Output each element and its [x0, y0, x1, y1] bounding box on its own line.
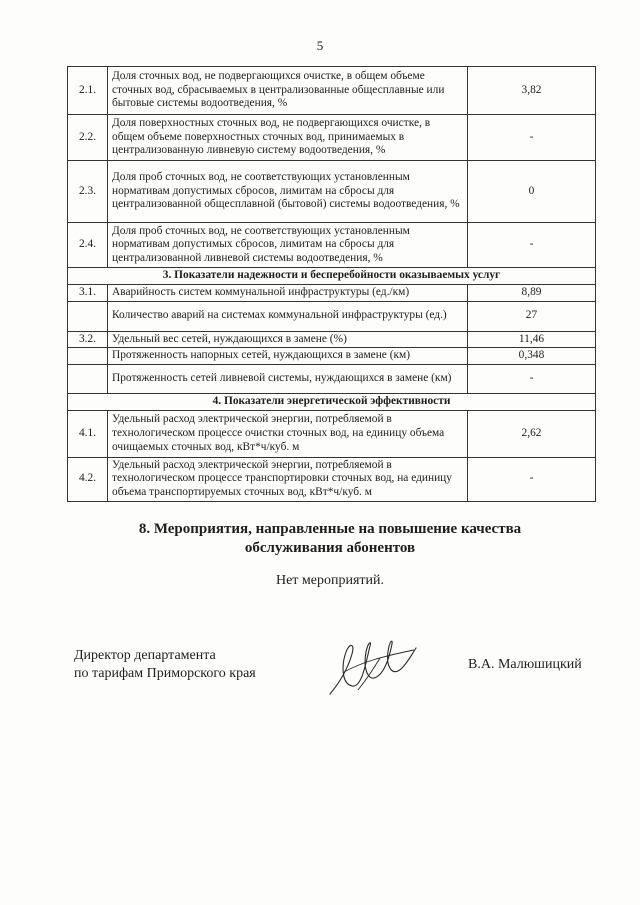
- no-measures-text: Нет мероприятий.: [275, 573, 385, 588]
- handwritten-signature: [322, 632, 422, 704]
- indicator-name: Удельный расход электрической энергии, потребляемой в технологическом процессе транспортировки сточных вод, на единицу объема транспортируемых сточных вод, кВт*ч/куб. м: [108, 457, 468, 501]
- heading-line-2: обслуживания абонентов: [244, 540, 416, 556]
- indicator-value: -: [468, 115, 596, 161]
- table-row: [68, 410, 596, 457]
- row-number: 4.1.: [68, 410, 108, 457]
- section-row: [68, 393, 596, 410]
- indicator-name: Протяженность сетей ливневой системы, нуждающихся в замене (км): [108, 364, 468, 393]
- section-title: 3. Показатели надежности и бесперебойности оказываемых услуг: [68, 268, 596, 285]
- table-row: [68, 457, 596, 501]
- indicator-name: Удельный расход электрической энергии, потребляемой в технологическом процессе очистки сточных вод, на единицу объема очищаемых сточных вод, кВт*ч/куб. м: [108, 410, 468, 457]
- row-number: 2.2.: [68, 115, 108, 161]
- table-row: [68, 223, 596, 268]
- indicator-value: -: [468, 223, 596, 268]
- row-number: 2.4.: [68, 223, 108, 268]
- indicator-value: 27: [468, 301, 596, 331]
- indicator-name: Доля сточных вод, не подвергающихся очистке, в общем объеме сточных вод, сбрасываемых в централизованные общесплавные или бытовые системы водоотведения, %: [108, 67, 468, 115]
- indicator-value: 2,62: [468, 410, 596, 457]
- section-title: 4. Показатели энергетической эффективности: [68, 393, 596, 410]
- indicator-value: 3,82: [468, 67, 596, 115]
- signer-name: В.А. Малюшицкий: [468, 657, 582, 672]
- section-heading: [0, 520, 640, 558]
- table-row: [68, 161, 596, 223]
- table-row: [68, 331, 596, 348]
- signer-title-line-1: Директор департамента: [74, 648, 216, 663]
- row-number: 3.1.: [68, 285, 108, 302]
- table-row: [68, 301, 596, 331]
- signer-title: [74, 647, 256, 683]
- indicator-name: Аварийность систем коммунальной инфраструктуры (ед./км): [108, 285, 468, 302]
- row-number: [68, 348, 108, 365]
- table-row: [68, 364, 596, 393]
- row-number: 2.3.: [68, 161, 108, 223]
- table-row: [68, 115, 596, 161]
- indicator-name: Удельный вес сетей, нуждающихся в замене (%): [108, 331, 468, 348]
- row-number: 2.1.: [68, 67, 108, 115]
- indicator-value: -: [468, 457, 596, 501]
- indicator-value: 8,89: [468, 285, 596, 302]
- table-row: [68, 67, 596, 115]
- table-row: [68, 285, 596, 302]
- indicator-name: Количество аварий на системах коммунальной инфраструктуры (ед.): [108, 301, 468, 331]
- indicator-value: 11,46: [468, 331, 596, 348]
- indicator-name: Доля проб сточных вод, не соответствующих установленным нормативам допустимых сбросов, лимитам на сбросы для централизованной ливневой системы водоотведения, %: [108, 223, 468, 268]
- row-number: [68, 364, 108, 393]
- indicator-name: Протяженность напорных сетей, нуждающихся в замене (км): [108, 348, 468, 365]
- signer-title-line-2: по тарифам Приморского края: [74, 666, 256, 681]
- indicators-table: [67, 66, 596, 502]
- table-row: [68, 348, 596, 365]
- row-number: 3.2.: [68, 331, 108, 348]
- row-number: [68, 301, 108, 331]
- row-number: 4.2.: [68, 457, 108, 501]
- indicator-value: 0,348: [468, 348, 596, 365]
- heading-line-1: 8. Мероприятия, направленные на повышение качества: [138, 521, 522, 537]
- section-row: [68, 268, 596, 285]
- page-number: 5: [316, 38, 324, 53]
- indicator-value: -: [468, 364, 596, 393]
- indicator-name: Доля проб сточных вод, не соответствующих установленным нормативам допустимых сбросов, лимитам на сбросы для централизованной общесплавной (бытовой) системы водоотведения, %: [108, 161, 468, 223]
- indicator-name: Доля поверхностных сточных вод, не подвергающихся очистке, в общем объеме поверхностных сточных вод, принимаемых в централизованную ливневую систему водоотведения, %: [108, 115, 468, 161]
- indicator-value: 0: [468, 161, 596, 223]
